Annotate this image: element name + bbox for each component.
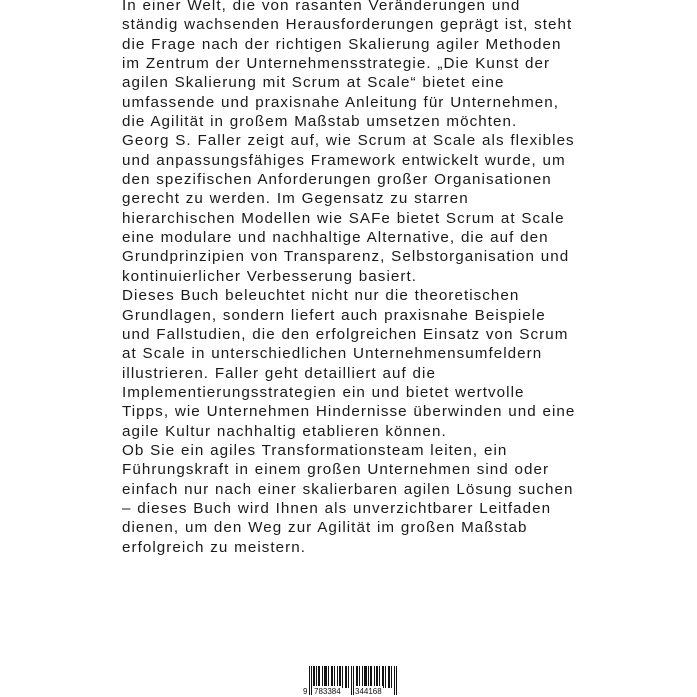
blurb-line: Dieses Buch beleuchtet nicht nur die theoretischen bbox=[122, 287, 520, 305]
blurb-line: gerecht zu werden. Im Gegensatz zu starren bbox=[122, 190, 469, 208]
blurb-line: die Agilität in großem Maßstab umsetzen möchten. bbox=[122, 113, 518, 131]
blurb-line: im Zentrum der Unternehmensstrategie. „Die Kunst der bbox=[122, 55, 551, 73]
blurb-line: kontinuierlicher Verbesserung basiert. bbox=[122, 267, 418, 285]
blurb-line: einfach nur nach einer skalierbaren agilen Lösung suchen bbox=[122, 480, 574, 498]
blurb-text bbox=[122, 0, 592, 557]
blurb-line: – dieses Buch wird Ihnen als unverzichtbarer Leitfaden bbox=[122, 499, 552, 517]
blurb-line: Implementierungsstrategien ein und bietet wertvolle bbox=[122, 383, 525, 401]
blurb-line: die Frage nach der richtigen Skalierung agiler Methoden bbox=[122, 35, 562, 53]
blurb-line: hierarchischen Modellen wie SAFe bietet Scrum at Scale bbox=[122, 209, 565, 227]
blurb-line: Grundprinzipien von Transparenz, Selbstorganisation und bbox=[122, 248, 570, 266]
blurb-line: at Scale in unterschiedlichen Unternehmensumfeldern bbox=[122, 345, 543, 363]
blurb-line: dienen, um den Weg zur Agilität im großen Maßstab bbox=[122, 519, 528, 537]
barcode-right-group: 344168 bbox=[355, 687, 382, 696]
blurb-line: umfassende und praxisnahe Anleitung für Unternehmen, bbox=[122, 93, 560, 111]
blurb-line: Grundlagen, sondern liefert auch praxisnahe Beispiele bbox=[122, 306, 546, 324]
blurb-line: agilen Skalierung mit Scrum at Scale“ bietet eine bbox=[122, 74, 505, 92]
blurb-line: Tipps, wie Unternehmen Hindernisse überwinden und eine bbox=[122, 403, 576, 421]
blurb-line: ständig wachsenden Herausforderungen geprägt ist, steht bbox=[122, 16, 573, 34]
blurb-line: Georg S. Faller zeigt auf, wie Scrum at Scale als flexibles bbox=[122, 132, 575, 150]
barcode-left-group: 783384 bbox=[314, 687, 341, 696]
blurb-line: agile Kultur nachhaltig etablieren können. bbox=[122, 422, 447, 440]
blurb-line: In einer Welt, die von rasanten Veränderungen und bbox=[122, 0, 521, 14]
blurb-line: eine modulare und nachhaltige Alternative, die auf den bbox=[122, 229, 549, 247]
blurb-line: erfolgreich zu meistern. bbox=[122, 538, 307, 556]
blurb-line: und anpassungsfähiges Framework entwickelt wurde, um bbox=[122, 151, 566, 169]
blurb-line: Führungskraft in einem großen Unternehmen sind oder bbox=[122, 461, 550, 479]
barcode-first-digit: 9 bbox=[303, 687, 308, 696]
blurb-line: illustrieren. Faller geht detailliert auf die bbox=[122, 364, 436, 382]
isbn-barcode bbox=[304, 666, 404, 697]
blurb-line: und Fallstudien, die den erfolgreichen Einsatz von Scrum bbox=[122, 325, 569, 343]
barcode-digits bbox=[304, 686, 404, 697]
blurb-line: Ob Sie ein agiles Transformationsteam leiten, ein bbox=[122, 441, 508, 459]
blurb-line: den spezifischen Anforderungen großer Organisationen bbox=[122, 171, 552, 189]
